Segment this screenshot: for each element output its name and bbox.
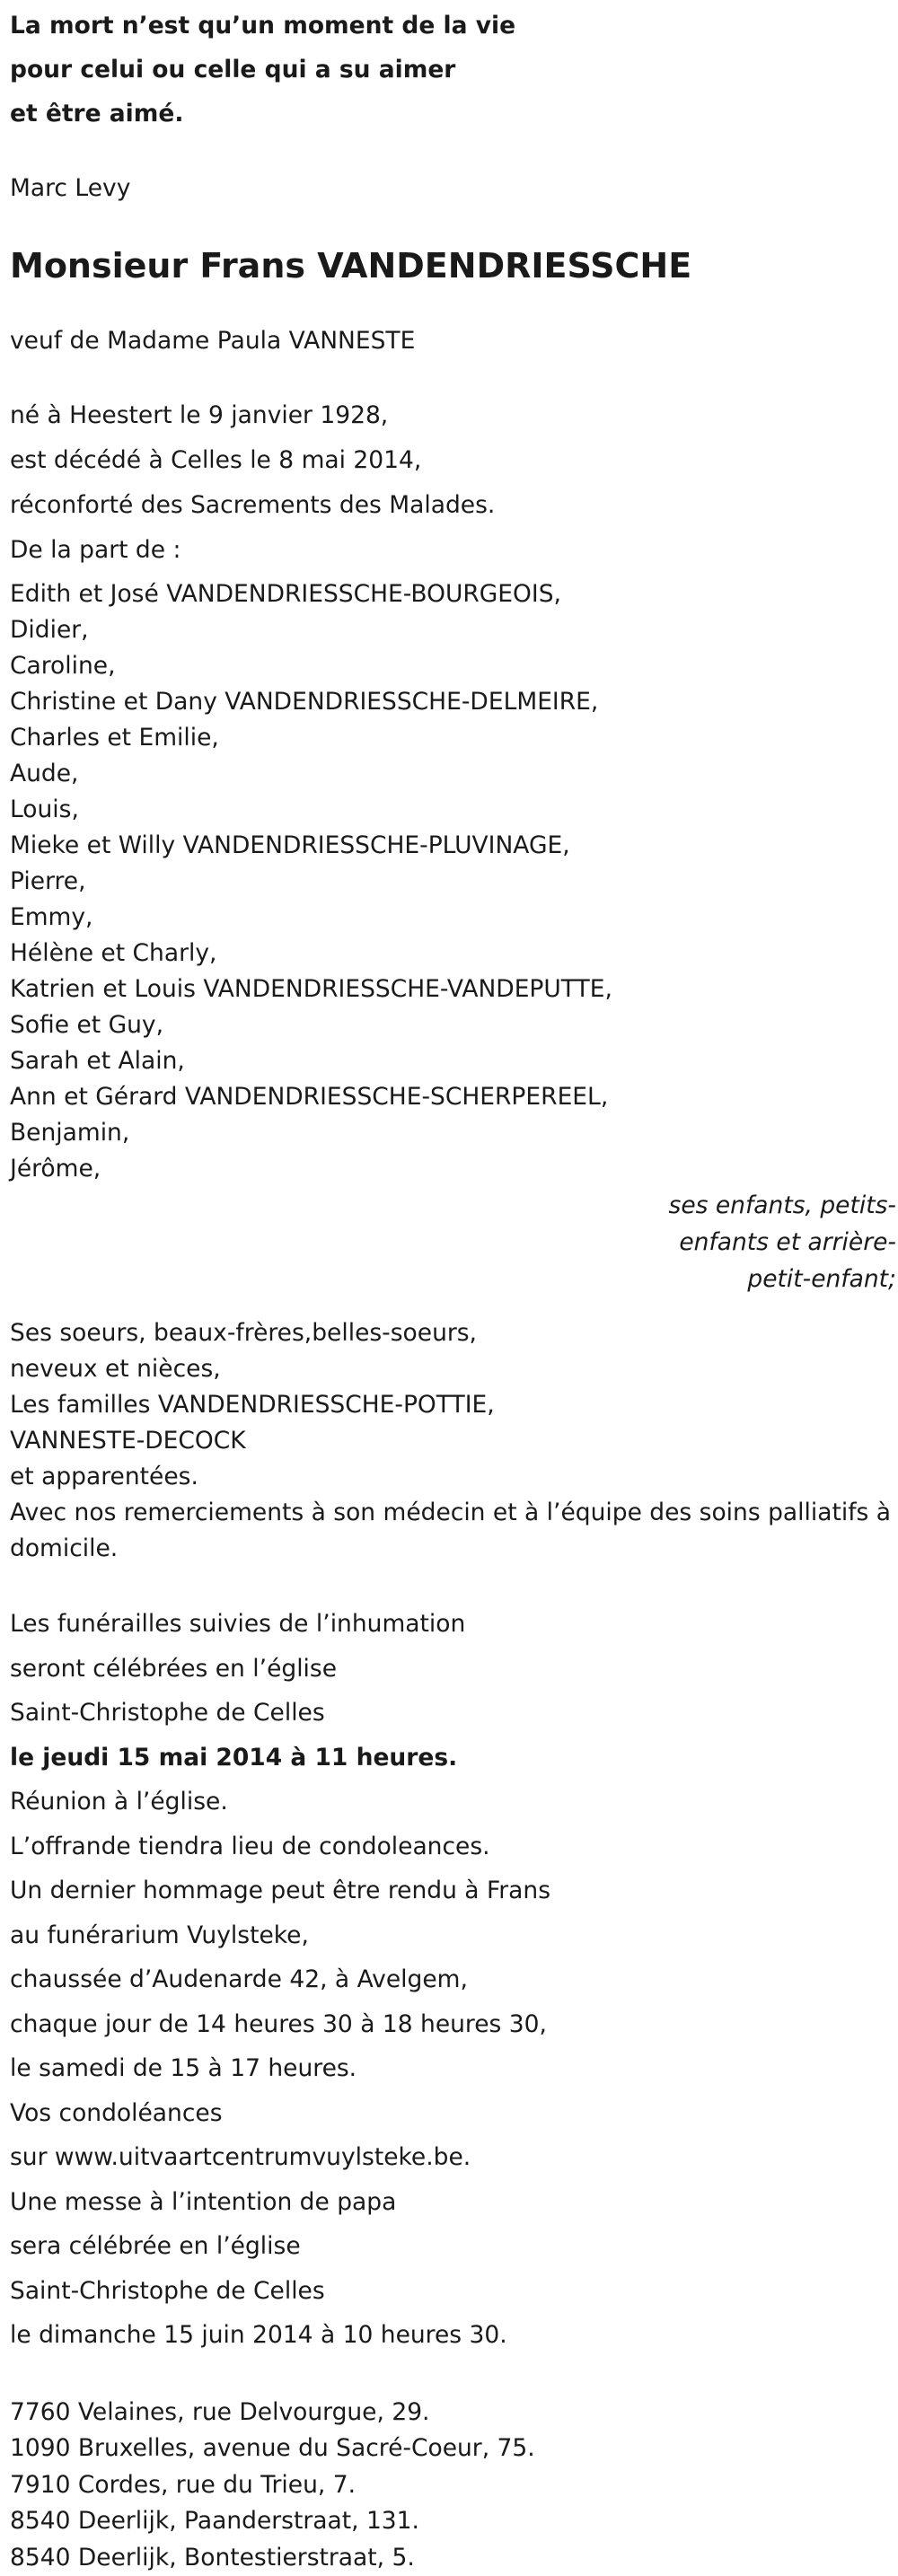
- family-member: Mieke et Willy VANDENDRIESSCHE-PLUVINAGE,: [10, 828, 898, 864]
- opening-quote: [10, 0, 898, 136]
- quote-author: Marc Levy: [10, 171, 898, 207]
- funeral-line: le dimanche 15 juin 2014 à 10 heures 30.: [10, 2313, 898, 2358]
- widower-of: veuf de Madame Paula VANNESTE: [10, 323, 898, 359]
- funeral-line: sera célébrée en l’église: [10, 2224, 898, 2269]
- condolence-website: sur www.uitvaartcentrumvuylsteke.be.: [10, 2135, 898, 2180]
- address-line: 8540 Deerlijk, Paanderstraat, 131.: [10, 2503, 898, 2540]
- relative-line: neveux et nièces,: [10, 1351, 898, 1387]
- funeral-line: L’offrande tiendra lieu de condoleances.: [10, 1824, 898, 1869]
- family-member: Didier,: [10, 612, 898, 648]
- funeral-line: Les funérailles suivies de l’inhumation: [10, 1602, 898, 1647]
- funeral-line: le samedi de 15 à 17 heures.: [10, 2046, 898, 2091]
- address-list: [10, 2395, 898, 2576]
- other-relatives: [10, 1315, 898, 1567]
- family-member: Katrien et Louis VANDENDRIESSCHE-VANDEPUTTE,: [10, 971, 898, 1007]
- relative-line: et apparentées.: [10, 1459, 898, 1495]
- family-member: Caroline,: [10, 648, 898, 684]
- family-member: Louis,: [10, 792, 898, 828]
- family-role: [10, 1187, 896, 1297]
- sacraments-line: réconforté des Sacrements des Malades.: [10, 483, 898, 528]
- thanks-note: Avec nos remerciements à son médecin et à l’équipe des soins palliatifs à domicile.: [10, 1495, 896, 1567]
- funeral-date: le jeudi 15 mai 2014 à 11 heures.: [10, 1736, 898, 1780]
- address-line: 7910 Cordes, rue du Trieu, 7.: [10, 2467, 898, 2504]
- funeral-line: chaque jour de 14 heures 30 à 18 heures 30,: [10, 2002, 898, 2047]
- family-member: Edith et José VANDENDRIESSCHE-BOURGEOIS,: [10, 576, 898, 612]
- family-member: Emmy,: [10, 900, 898, 936]
- relative-line: Les familles VANDENDRIESSCHE-POTTIE,: [10, 1387, 898, 1423]
- funeral-line: Saint-Christophe de Celles: [10, 1691, 898, 1736]
- family-member: Charles et Emilie,: [10, 720, 898, 756]
- funeral-line: Une messe à l’intention de papa: [10, 2180, 898, 2225]
- funeral-details: [10, 1602, 898, 2358]
- birth-line: né à Heestert le 9 janvier 1928,: [10, 393, 898, 438]
- death-line: est décédé à Celles le 8 mai 2014,: [10, 438, 898, 483]
- funeral-line: au funérarium Vuylsteke,: [10, 1913, 898, 1958]
- family-member: Aude,: [10, 756, 898, 792]
- family-list: [10, 576, 898, 1187]
- funeral-line: Un dernier hommage peut être rendu à Frans: [10, 1868, 898, 1913]
- funeral-line: chaussée d’Audenarde 42, à Avelgem,: [10, 1957, 898, 2002]
- family-member: Sofie et Guy,: [10, 1007, 898, 1043]
- family-role-line-3: petit-enfant;: [10, 1261, 896, 1297]
- family-member: Benjamin,: [10, 1115, 898, 1151]
- family-member: Jérôme,: [10, 1151, 898, 1187]
- family-role-line-1: ses enfants, petits-: [10, 1187, 896, 1224]
- relative-line: VANNESTE-DECOCK: [10, 1423, 898, 1459]
- funeral-line: Saint-Christophe de Celles: [10, 2269, 898, 2314]
- address-line: 7760 Velaines, rue Delvourgue, 29.: [10, 2395, 898, 2431]
- family-member: Hélène et Charly,: [10, 936, 898, 971]
- quote-line-1: La mort n’est qu’un moment de la vie: [10, 4, 898, 48]
- address-line: 8540 Deerlijk, Bontestierstraat, 5.: [10, 2540, 898, 2576]
- relative-line: Ses soeurs, beaux-frères,belles-soeurs,: [10, 1315, 898, 1351]
- family-role-line-2: enfants et arrière-: [10, 1224, 896, 1261]
- funeral-line: Réunion à l’église.: [10, 1780, 898, 1824]
- deceased-name: Monsieur Frans VANDENDRIESSCHE: [10, 242, 898, 289]
- life-details: [10, 393, 898, 573]
- funeral-line: seront célébrées en l’église: [10, 1647, 898, 1692]
- quote-line-2: pour celui ou celle qui a su aimer: [10, 48, 898, 92]
- family-member: Christine et Dany VANDENDRIESSCHE-DELMEIRE,: [10, 684, 898, 720]
- family-member: Ann et Gérard VANDENDRIESSCHE-SCHERPEREEL,: [10, 1079, 898, 1115]
- address-line: 1090 Bruxelles, avenue du Sacré-Coeur, 75.: [10, 2431, 898, 2467]
- quote-line-3: et être aimé.: [10, 92, 898, 136]
- family-member: Sarah et Alain,: [10, 1043, 898, 1079]
- on-behalf-line: De la part de :: [10, 528, 898, 573]
- funeral-line: Vos condoléances: [10, 2091, 898, 2136]
- family-member: Pierre,: [10, 864, 898, 900]
